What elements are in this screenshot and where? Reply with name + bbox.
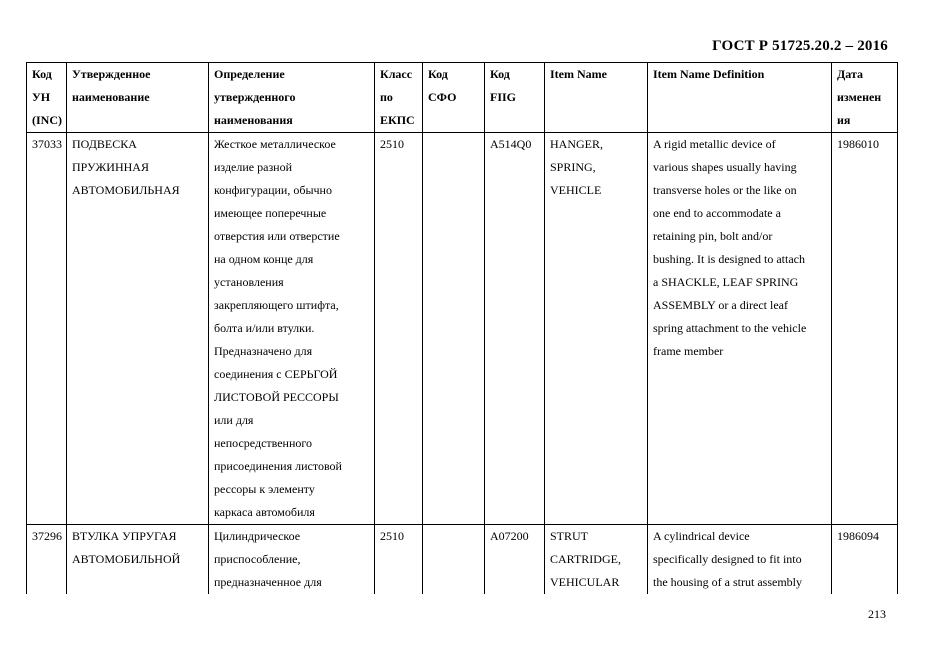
- header-text-line: Утвержденное: [72, 67, 151, 81]
- cell-text-line: 1986010: [837, 137, 879, 151]
- cell-text-line: каркаса автомобиля: [214, 505, 315, 519]
- cell-text-line: SPRING,: [550, 160, 596, 174]
- header-approved-name: [67, 63, 209, 133]
- cell-text-line: ЛИСТОВОЙ РЕССОРЫ: [214, 390, 339, 404]
- cell-sfo-code: [423, 133, 485, 525]
- cell-text-line: a SHACKLE, LEAF SPRING: [653, 275, 799, 289]
- cell-text-line: one end to accommodate a: [653, 206, 781, 220]
- cell-name-definition: [209, 525, 375, 595]
- cell-text-line: bushing. It is designed to attach: [653, 252, 805, 266]
- cell-text-line: A rigid metallic device of: [653, 137, 776, 151]
- page-number: 213: [868, 607, 886, 621]
- header-text-line: Код: [32, 67, 52, 81]
- cell-text-line: various shapes usually having: [653, 160, 797, 174]
- cell-code: [27, 133, 67, 525]
- header-change-date: [832, 63, 898, 133]
- cell-change-date: [832, 133, 898, 525]
- header-code-inc: [27, 63, 67, 133]
- catalog-table: [26, 62, 898, 594]
- header-text-line: изменен: [837, 90, 882, 104]
- cell-item-name: [545, 133, 648, 525]
- cell-text-line: 2510: [380, 137, 404, 151]
- cell-text-line: соединения с СЕРЬГОЙ: [214, 367, 338, 381]
- cell-text-line: предназначенное для: [214, 575, 322, 589]
- header-text-line: (INC): [32, 113, 62, 127]
- header-text-line: Код: [490, 67, 510, 81]
- document-header: ГОСТ Р 51725.20.2 – 2016: [712, 38, 888, 54]
- cell-name-definition: [209, 133, 375, 525]
- table-row: [27, 133, 898, 525]
- cell-text-line: на одном конце для: [214, 252, 314, 266]
- cell-approved-name: [67, 525, 209, 595]
- cell-text-line: HANGER,: [550, 137, 603, 151]
- cell-text-line: transverse holes or the like on: [653, 183, 797, 197]
- cell-sfo-code: [423, 525, 485, 595]
- cell-text-line: присоединения листовой: [214, 459, 342, 473]
- header-name-definition: [209, 63, 375, 133]
- cell-text-line: ASSEMBLY or a direct leaf: [653, 298, 788, 312]
- header-text-line: Определение: [214, 67, 285, 81]
- cell-text-line: A514Q0: [490, 137, 532, 151]
- header-text-line: Item Name: [550, 67, 607, 81]
- table-body: [27, 133, 898, 595]
- cell-text-line: приспособление,: [214, 552, 301, 566]
- cell-text-line: АВТОМОБИЛЬНОЙ: [72, 552, 181, 566]
- cell-approved-name: [67, 133, 209, 525]
- header-text-line: Класс: [380, 67, 413, 81]
- cell-text-line: the housing of a strut assembly: [653, 575, 802, 589]
- cell-text-line: рессоры к элементу: [214, 482, 315, 496]
- cell-text-line: закрепляющего штифта,: [214, 298, 339, 312]
- header-text-line: по: [380, 90, 393, 104]
- header-text-line: СФО: [428, 90, 457, 104]
- header-text-line: Item Name Definition: [653, 67, 765, 81]
- header-item-name-definition: [648, 63, 832, 133]
- cell-text-line: VEHICLE: [550, 183, 602, 197]
- cell-text-line: непосредственного: [214, 436, 313, 450]
- cell-text-line: VEHICULAR: [550, 575, 620, 589]
- header-text-line: УН: [32, 90, 51, 104]
- cell-text-line: Цилиндрическое: [214, 529, 301, 543]
- cell-text-line: АВТОМОБИЛЬНАЯ: [72, 183, 180, 197]
- header-text-line: наименования: [214, 113, 293, 127]
- cell-text-line: STRUT: [550, 529, 589, 543]
- cell-text-line: имеющее поперечные: [214, 206, 327, 220]
- header-text-line: FIIG: [490, 90, 517, 104]
- cell-item-definition: [648, 525, 832, 595]
- header-text-line: Дата: [837, 67, 863, 81]
- cell-text-line: изделие разной: [214, 160, 293, 174]
- cell-fiig-code: [485, 133, 545, 525]
- cell-text-line: установления: [214, 275, 284, 289]
- table-row: [27, 525, 898, 595]
- cell-text-line: 1986094: [837, 529, 879, 543]
- cell-text-line: ПРУЖИННАЯ: [72, 160, 149, 174]
- header-text-line: Код: [428, 67, 448, 81]
- cell-text-line: retaining pin, bolt and/or: [653, 229, 773, 243]
- cell-text-line: A07200: [490, 529, 529, 543]
- cell-text-line: specifically designed to fit into: [653, 552, 802, 566]
- cell-change-date: [832, 525, 898, 595]
- cell-text-line: конфигурации, обычно: [214, 183, 332, 197]
- cell-text-line: frame member: [653, 344, 724, 358]
- header-item-name: [545, 63, 648, 133]
- cell-text-line: Предназначено для: [214, 344, 313, 358]
- cell-text-line: 2510: [380, 529, 404, 543]
- cell-item-name: [545, 525, 648, 595]
- header-sfo-code: [423, 63, 485, 133]
- cell-text-line: 37296: [32, 529, 62, 543]
- cell-text-line: или для: [214, 413, 254, 427]
- header-text-line: утвержденного: [214, 90, 296, 104]
- cell-text-line: spring attachment to the vehicle: [653, 321, 807, 335]
- cell-text-line: Жесткое металлическое: [214, 137, 336, 151]
- header-fiig-code: [485, 63, 545, 133]
- header-text-line: ия: [837, 113, 851, 127]
- cell-text-line: CARTRIDGE,: [550, 552, 621, 566]
- cell-fiig-code: [485, 525, 545, 595]
- cell-text-line: A cylindrical device: [653, 529, 750, 543]
- cell-ekps-class: [375, 133, 423, 525]
- cell-text-line: отверстия или отверстие: [214, 229, 340, 243]
- header-text-line: наименование: [72, 90, 150, 104]
- cell-text-line: 37033: [32, 137, 62, 151]
- cell-text-line: ВТУЛКА УПРУГАЯ: [72, 529, 177, 543]
- cell-ekps-class: [375, 525, 423, 595]
- cell-item-definition: [648, 133, 832, 525]
- cell-text-line: ПОДВЕСКА: [72, 137, 137, 151]
- table-header-row: [27, 63, 898, 133]
- header-ekps-class: [375, 63, 423, 133]
- header-text-line: ЕКПС: [380, 113, 415, 127]
- cell-text-line: болта и/или втулки.: [214, 321, 315, 335]
- cell-code: [27, 525, 67, 595]
